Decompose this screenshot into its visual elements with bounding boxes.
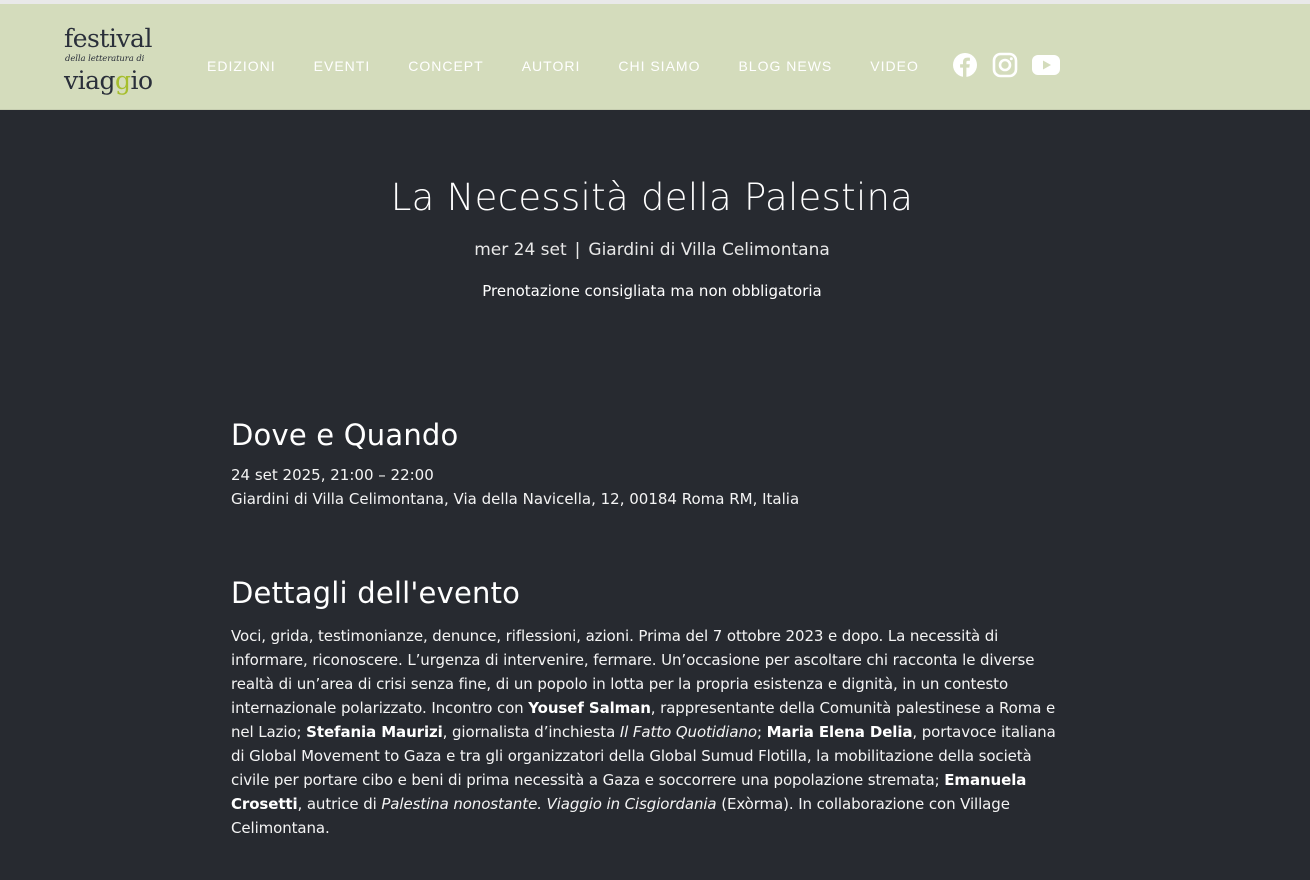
main-nav [207, 56, 957, 76]
details-text-part: , autrice di [297, 795, 382, 813]
logo-viag: viag [64, 66, 116, 95]
logo-io: io [130, 66, 153, 95]
event-details-section [231, 576, 1066, 840]
details-text-part: (Exòrma). In collaborazione con Village Celimontana. [231, 795, 1010, 837]
details-text-part: , giornalista d’inchiesta [442, 723, 620, 741]
details-text-part: , portavoce italiana di Global Movement to Gaza e tra gli organizzatori della Global Sumud Flotilla, la mobilitazione della società civile per portare cibo e beni di prima necessità a Gaza e soccorrere una popolazione stremata; [231, 723, 1056, 789]
speaker-name: Emanuela Crosetti [231, 771, 1027, 813]
details-text-part: Voci, grida, testimonianze, denunce, riflessioni, azioni. Prima del 7 ottobre 2023 e dopo. La necessità di informare, riconoscere. L’urgenza di intervenire, fermare. Un’occasione per ascoltare chi racconta le diverse realtà di un’area di crisi senza fine, di un popolo in lotta per la propria esistenza e dignità, in un contesto internazionale polarizzato. Incontro con [231, 627, 1035, 717]
details-heading: Dettagli dell'evento [231, 576, 521, 610]
event-datetime: 24 set 2025, 21:00 – 22:00 [231, 466, 434, 484]
youtube-icon[interactable] [1032, 54, 1060, 76]
speaker-name: Stefania Maurizi [306, 723, 443, 741]
logo-line-festival: festival [64, 24, 152, 53]
speaker-name: Yousef Salman [528, 699, 651, 717]
facebook-icon[interactable] [952, 52, 978, 78]
logo-line-viaggio [64, 66, 153, 96]
logo-line-subtitle: della letteratura di [65, 54, 145, 64]
book-title: Palestina nonostante. Viaggio in Cisgiordania [381, 795, 717, 813]
site-header [0, 4, 1310, 110]
details-text-part: ; [756, 723, 767, 741]
booking-note: Prenotazione consigliata ma non obbligatoria [482, 282, 822, 300]
instagram-icon[interactable] [992, 52, 1018, 78]
nav-concept[interactable]: CONCEPT [408, 58, 484, 74]
speaker-name: Maria Elena Delia [766, 723, 913, 741]
details-text [231, 624, 1066, 840]
meta-separator: | [574, 240, 581, 260]
event-meta [0, 240, 1304, 260]
social-links [952, 52, 1074, 78]
nav-eventi[interactable]: EVENTI [313, 58, 371, 74]
where-when-section [231, 418, 1066, 511]
nav-chi-siamo[interactable]: CHI SIAMO [618, 58, 701, 74]
event-address: Giardini di Villa Celimontana, Via della Navicella, 12, 00184 Roma RM, Italia [231, 490, 800, 508]
nav-video[interactable]: VIDEO [870, 58, 919, 74]
details-text-part: , rappresentante della Comunità palestinese a Roma e nel Lazio; [231, 699, 1056, 741]
nav-autori[interactable]: AUTORI [521, 58, 581, 74]
nav-edizioni[interactable]: EDIZIONI [207, 58, 276, 74]
event-venue: Giardini di Villa Celimontana [588, 240, 830, 260]
logo-accent-g: g [115, 66, 131, 95]
event-title: La Necessità della Palestina [390, 176, 914, 219]
publication-title: Il Fatto Quotidiano [619, 723, 757, 741]
festival-logo[interactable] [64, 24, 154, 104]
event-date: mer 24 set [474, 240, 567, 260]
nav-blog-news[interactable]: BLOG NEWS [738, 58, 833, 74]
where-when-heading: Dove e Quando [231, 418, 459, 452]
